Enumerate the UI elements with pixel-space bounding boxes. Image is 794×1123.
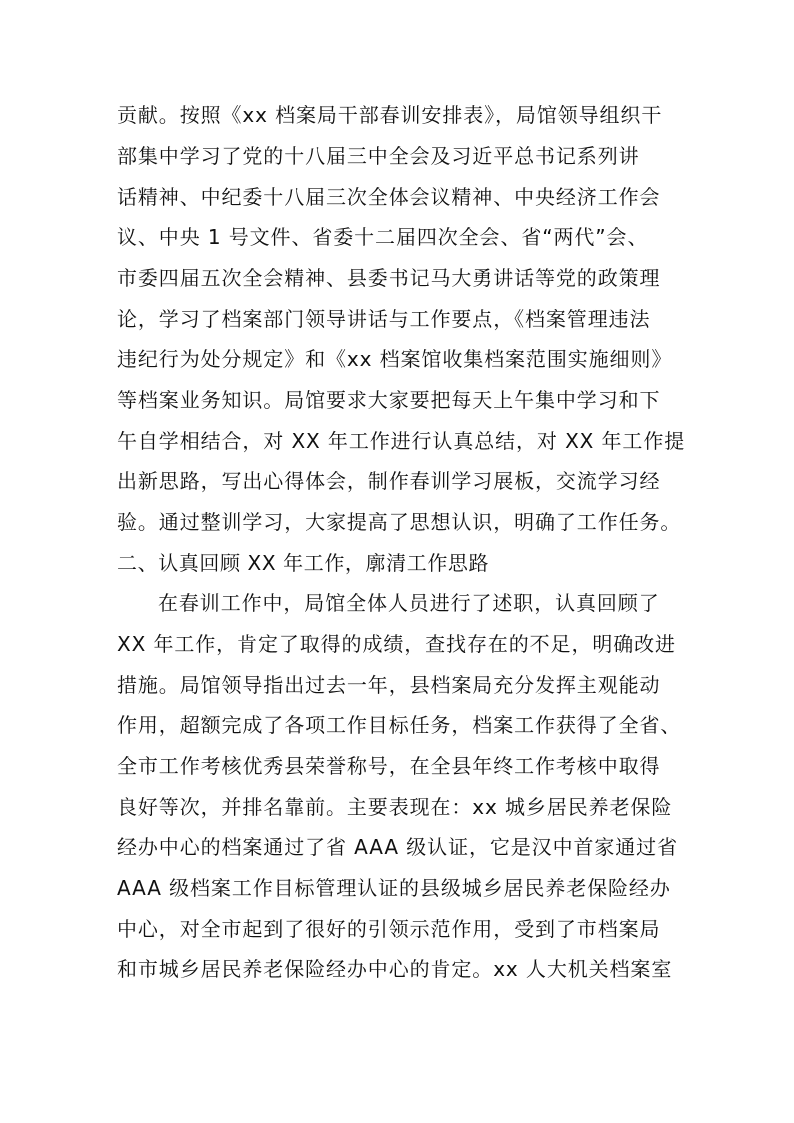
body-text-line: 验。通过整训学习，大家提高了思想认识，明确了工作任务。 [117,510,682,534]
body-text-line: 等档案业务知识。局馆要求大家要把每天上午集中学习和下 [117,388,661,412]
body-text-line: 良好等次，并排名靠前。主要表现在：xx 城乡居民养老保险 [117,795,673,819]
body-text-line: 午自学相结合，对 XX 年工作进行认真总结，对 XX 年工作提 [117,429,686,453]
body-text-line: 议、中央 1 号文件、省委十二届四次全会、省“两代”会、 [117,225,649,249]
body-text-line: 中心，对全市起到了很好的引领示范作用，受到了市档案局 [117,917,661,941]
body-text-line: 部集中学习了党的十八届三中全会及习近平总书记系列讲 [117,144,640,168]
body-text-line: 贡献。按照《xx 档案局干部春训安排表》，局馆领导组织干 [117,103,663,127]
body-text-line: 市委四届五次全会精神、县委书记马大勇讲话等党的政策理 [117,266,661,290]
body-text-line: 作用，超额完成了各项工作目标任务，档案工作获得了全省、 [117,713,682,737]
body-text-line: 话精神、中纪委十八届三次全体会议精神、中央经济工作会 [117,185,661,209]
body-text-line: 经办中心的档案通过了省 AAA 级认证，它是汉中首家通过省 [117,835,678,859]
body-text-line: 出新思路，写出心得体会，制作春训学习展板，交流学习经 [117,469,661,493]
body-text-line: 措施。局馆领导指出过去一年，县档案局充分发挥主观能动 [117,673,661,697]
body-text-line: 违纪行为处分规定》和《xx 档案馆收集档案范围实施细则》 [117,347,673,371]
body-text-line: 论，学习了档案部门领导讲话与工作要点，《档案管理违法 [117,307,651,331]
paragraph-first-line: 在春训工作中，局馆全体人员进行了述职，认真回顾了 [158,591,660,615]
body-text-line: XX 年工作，肯定了取得的成绩，查找存在的不足，明确改进 [117,632,676,656]
body-text-line: AAA 级档案工作目标管理认证的县级城乡居民养老保险经办 [117,876,671,900]
section-heading: 二、认真回顾 XX 年工作，廓清工作思路 [117,551,490,575]
body-text-line: 和市城乡居民养老保险经办中心的肯定。xx 人大机关档案室 [117,957,673,981]
body-text-line: 全市工作考核优秀县荣誉称号，在全县年终工作考核中取得 [117,754,661,778]
